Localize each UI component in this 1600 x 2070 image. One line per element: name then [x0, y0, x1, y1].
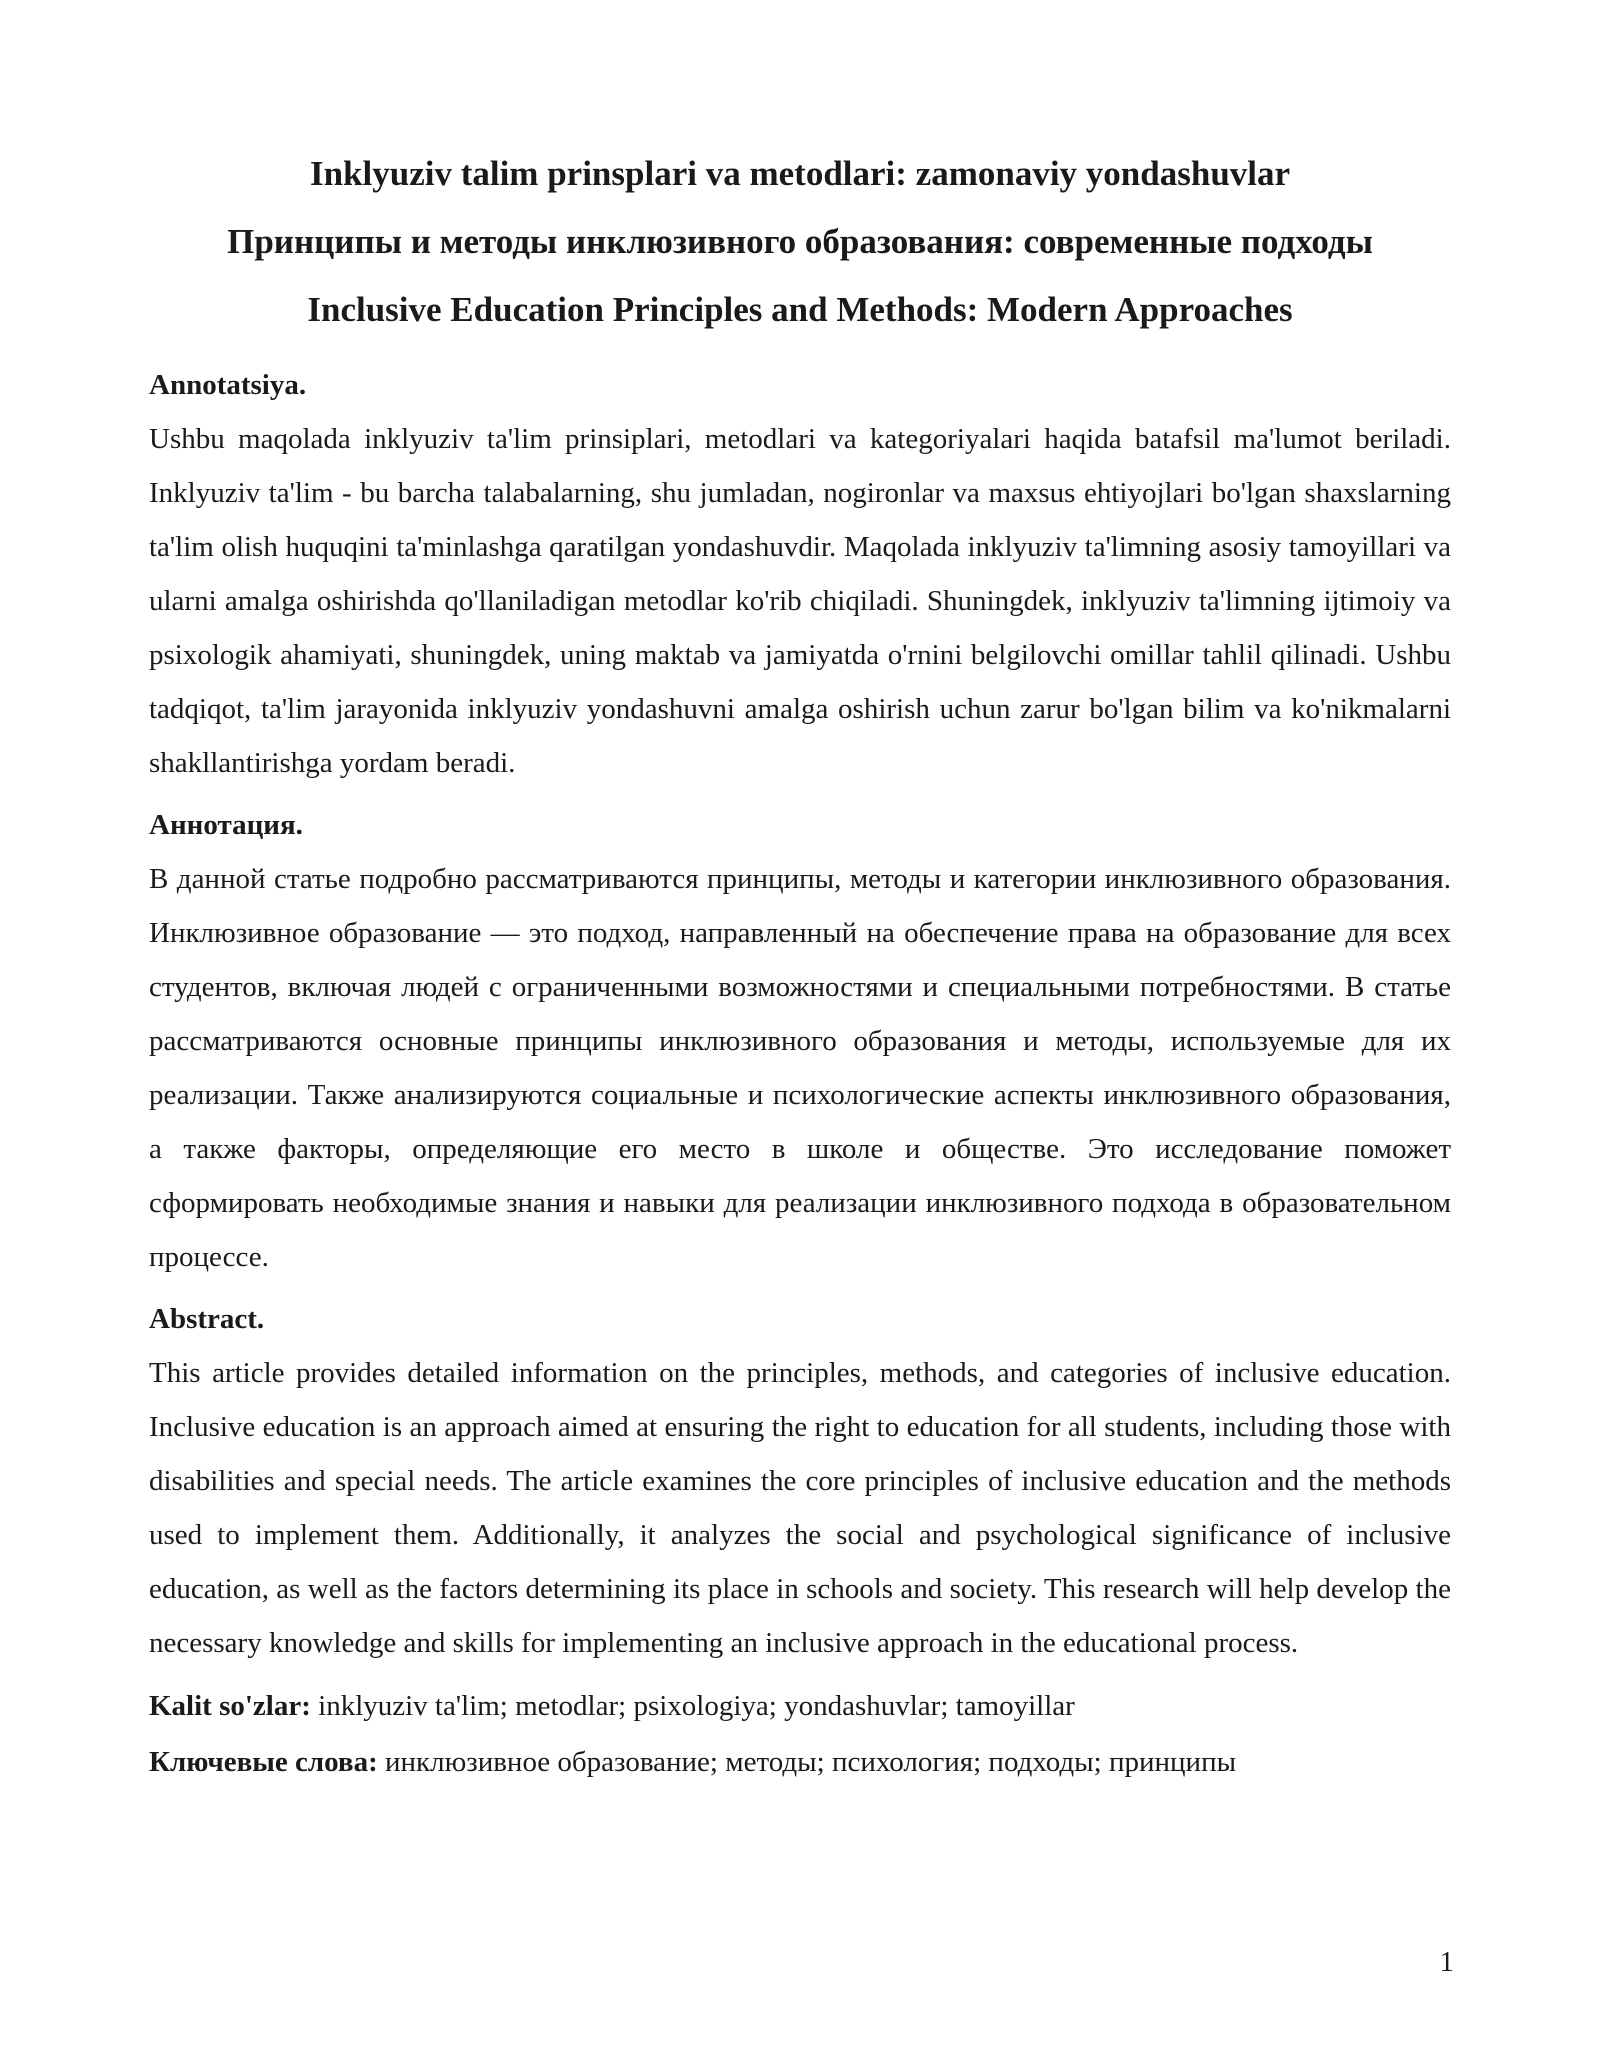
annotation-ru-text: В данной статье подробно рассматриваются принципы, методы и категории инклюзивного образования. Инклюзивное образование — это подход, направленный на обеспечение права на образование для всех студентов, включая людей с ограниченными возможностями и специальными потребностями. В статье рассматриваются основные принципы инклюзивного образования и методы, используемые для их реализации. Также анализируются социальные и психологические аспекты инклюзивного образования, а также факторы, определяющие его место в школе и обществе. Это исследование поможет сформировать необходимые знания и навыки для реализации инклюзивного подхода в образовательном процессе. [149, 863, 1451, 1273]
abstract-en-text: This article provides detailed information on the principles, methods, and categories of inclusive education. Inclusive education is an approach aimed at ensuring the right to education for all students, including those with disabilities and special needs. The article examines the core principles of inclusive education and the methods used to implement them. Additionally, it analyzes the social and psychological significance of inclusive education, as well as the factors determining its place in schools and society. This research will help develop the necessary knowledge and skills for implementing an inclusive approach in the educational process. [149, 1357, 1451, 1659]
keywords-uz [149, 1678, 1451, 1734]
abstract-en-heading: Abstract. [149, 1303, 265, 1335]
annotation-ru-section [149, 798, 1451, 1284]
keywords-uz-label: Kalit so'zlar: [149, 1690, 311, 1722]
title-en: Inclusive Education Principles and Methods: Modern Approaches [307, 290, 1293, 329]
title-block [149, 140, 1451, 344]
page-number: 1 [1439, 1946, 1454, 1978]
title-uz: Inklyuziv talim prinsplari va metodlari: zamonaviy yondashuvlar [309, 154, 1291, 193]
annotation-uz-section [149, 358, 1451, 790]
keywords-ru-text: инклюзивное образование; методы; психология; подходы; принципы [377, 1746, 1237, 1778]
annotation-uz-heading: Annotatsiya. [149, 369, 307, 401]
keywords-uz-text: inklyuziv ta'lim; metodlar; psixologiya; yondashuvlar; tamoyillar [310, 1690, 1075, 1722]
keywords-ru-label: Ключевые слова: [149, 1746, 378, 1778]
keywords-ru [149, 1734, 1451, 1790]
title-ru: Принципы и методы инклюзивного образования: современные подходы [227, 222, 1373, 261]
annotation-ru-heading: Аннотация. [149, 809, 303, 841]
annotation-uz-text: Ushbu maqolada inklyuziv ta'lim prinsiplari, metodlari va kategoriyalari haqida batafsil ma'lumot beriladi. Inklyuziv ta'lim - bu barcha talabalarning, shu jumladan, nogironlar va maxsus ehtiyojlari bo'lgan shaxslarning ta'lim olish huquqini ta'minlashga qaratilgan yondashuvdir. Maqolada inklyuziv ta'limning asosiy tamoyillari va ularni amalga oshirishda qo'llaniladigan metodlar ko'rib chiqiladi. Shuningdek, inklyuziv ta'limning ijtimoiy va psixologik ahamiyati, shuningdek, uning maktab va jamiyatda o'rnini belgilovchi omillar tahlil qilinadi. Ushbu tadqiqot, ta'lim jarayonida inklyuziv yondashuvni amalga oshirish uchun zarur bo'lgan bilim va ko'nikmalarni shakllantirishga yordam beradi. [149, 423, 1451, 779]
abstract-en-section [149, 1292, 1451, 1670]
document-page [149, 140, 1451, 1790]
